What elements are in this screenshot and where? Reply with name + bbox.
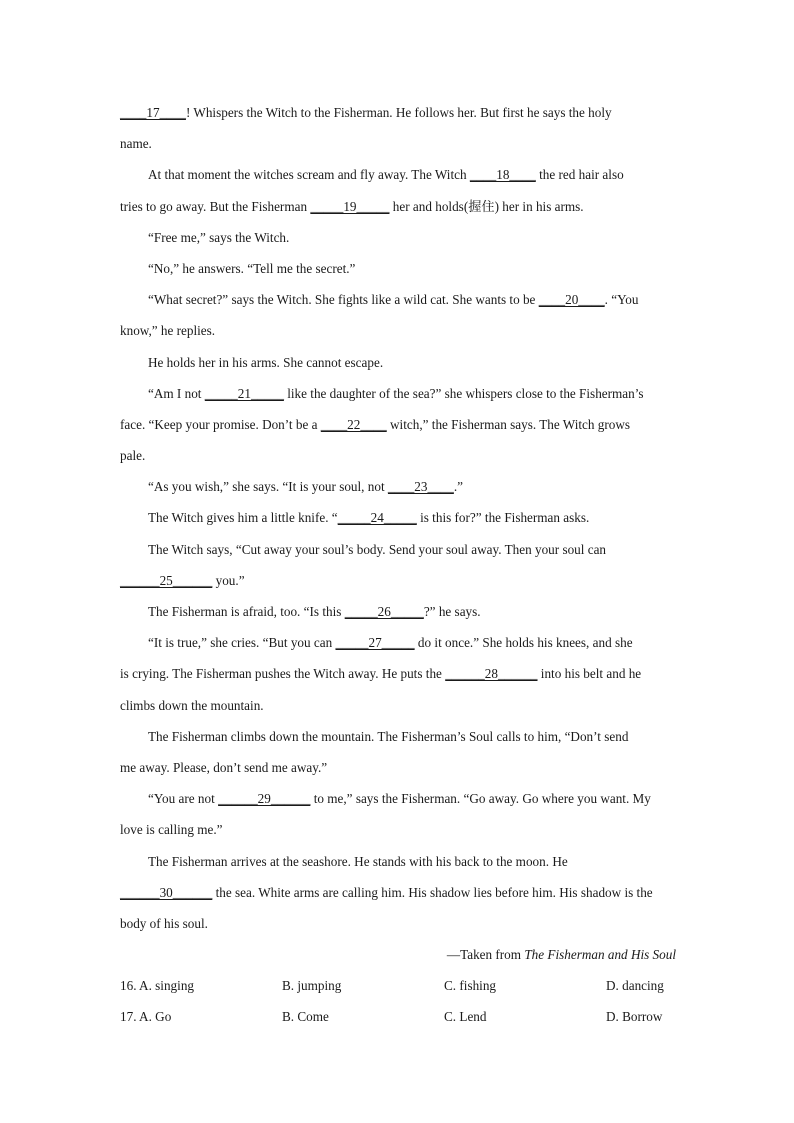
passage-text: face. “Keep your promise. Don’t be a (120, 416, 321, 432)
passage-line (120, 440, 676, 471)
passage-text: like the daughter of the sea?” she whispers close to the Fisherman’s (283, 385, 644, 401)
passage-text: the red hair also (535, 167, 624, 183)
answer-option: 17. A. Go (120, 1009, 172, 1025)
passage-line (120, 471, 676, 502)
answer-blank: ______29______ (218, 791, 311, 807)
passage-line (120, 565, 676, 596)
passage-line (120, 534, 676, 565)
answer-option: D. Borrow (606, 1009, 663, 1025)
answer-blank: ____17____ (120, 105, 186, 120)
passage-text: into his belt and he (537, 666, 642, 682)
passage-text: . “You (604, 292, 639, 308)
passage-text: climbs down the mountain. (120, 697, 264, 713)
source-prefix: —Taken from (446, 947, 525, 963)
exam-page (120, 97, 676, 1033)
passage-text: is this for?” the Fisherman asks. (416, 510, 590, 526)
answer-blank: ______28______ (445, 666, 538, 682)
passage-line (120, 596, 676, 627)
question-row (120, 1001, 676, 1032)
passage-line (120, 159, 676, 190)
answer-blank: ______25______ (120, 572, 213, 588)
passage-text: “Am I not (148, 385, 205, 401)
passage-line (120, 128, 676, 159)
answer-blank: ____22____ (320, 416, 387, 432)
answer-option: B. Come (282, 1009, 329, 1025)
source-title: The Fisherman and His Soul (524, 947, 676, 963)
passage-line (120, 409, 676, 440)
answer-option: D. dancing (606, 978, 664, 994)
passage-text: “You are not (148, 791, 219, 807)
answer-blank: ____20____ (538, 292, 605, 308)
passage-line (120, 502, 676, 533)
passage-text: The Witch says, “Cut away your soul’s body. Send your soul away. Then your soul can (148, 541, 607, 557)
answer-option: B. jumping (282, 978, 342, 994)
passage-text: to me,” says the Fisherman. “Go away. Go where you want. My (310, 791, 651, 807)
passage-text: the sea. White arms are calling him. His shadow lies before him. His shadow is the (212, 884, 653, 900)
passage-line (120, 877, 676, 908)
passage-text: pale. (120, 448, 146, 464)
passage-text: her and holds(握住) her in his arms. (389, 198, 584, 214)
answer-option: C. fishing (444, 978, 497, 994)
passage-text: The Fisherman is afraid, too. “Is this (148, 604, 345, 619)
passage-line (120, 721, 676, 752)
passage-line (120, 783, 676, 814)
passage (120, 97, 676, 939)
passage-text: “As you wish,” she says. “It is your soul, not (148, 479, 388, 495)
passage-line (120, 378, 676, 409)
passage-text: ?” he says. (423, 604, 481, 619)
passage-text: He holds her in his arms. She cannot escape. (148, 354, 384, 370)
answer-blank: _____19_____ (310, 198, 390, 214)
passage-text: The Fisherman arrives at the seashore. He stands with his back to the moon. He (148, 853, 568, 869)
passage-text: “Free me,” says the Witch. (148, 229, 290, 245)
passage-text: love is calling me.” (120, 822, 223, 838)
passage-text: The Fisherman climbs down the mountain. The Fisherman’s Soul calls to him, “Don’t send (148, 728, 629, 744)
passage-text: “What secret?” says the Witch. She fights like a wild cat. She wants to be (148, 292, 539, 308)
passage-text: do it once.” She holds his knees, and she (414, 635, 633, 651)
passage-line (120, 627, 676, 658)
passage-text: name. (120, 136, 152, 152)
passage-line (120, 347, 676, 378)
passage-text: .” (453, 479, 464, 495)
answer-blank: ____23____ (387, 479, 454, 495)
passage-text: witch,” the Fisherman says. The Witch grows (386, 416, 631, 432)
passage-line (120, 284, 676, 315)
passage-line (120, 315, 676, 346)
passage-text: know,” he replies. (120, 323, 216, 339)
passage-text: “No,” he answers. “Tell me the secret.” (148, 260, 356, 276)
passage-line (120, 97, 676, 128)
passage-text: me away. Please, don’t send me away.” (120, 759, 328, 775)
passage-text: tries to go away. But the Fisherman (120, 198, 311, 214)
passage-line (120, 814, 676, 845)
passage-text: you.” (212, 572, 245, 588)
answer-blank: _____26_____ (344, 604, 424, 619)
passage-line (120, 846, 676, 877)
answer-blank: _____21_____ (204, 385, 284, 401)
source-attribution (120, 939, 676, 970)
passage-line (120, 908, 676, 939)
answer-blank: _____24_____ (337, 510, 417, 526)
passage-text: body of his soul. (120, 915, 208, 931)
passage-line (120, 690, 676, 721)
passage-text: The Witch gives him a little knife. “ (148, 510, 338, 526)
question-row (120, 970, 676, 1001)
passage-text: is crying. The Fisherman pushes the Witch away. He puts the (120, 666, 446, 682)
answer-blank: _____27_____ (335, 635, 415, 651)
answer-option: 16. A. singing (120, 978, 195, 994)
answer-blank: ____18____ (469, 167, 536, 183)
question-options (120, 970, 676, 1032)
passage-text: “It is true,” she cries. “But you can (148, 635, 336, 651)
passage-line (120, 191, 676, 222)
answer-option: C. Lend (444, 1009, 487, 1025)
passage-line (120, 752, 676, 783)
passage-line (120, 658, 676, 689)
passage-line (120, 222, 676, 253)
passage-line (120, 253, 676, 284)
answer-blank: ______30______ (120, 884, 213, 900)
passage-text: ! Whispers the Witch to the Fisherman. He follows her. But first he says the holy (185, 105, 612, 120)
passage-text: At that moment the witches scream and fly away. The Witch (148, 167, 470, 183)
